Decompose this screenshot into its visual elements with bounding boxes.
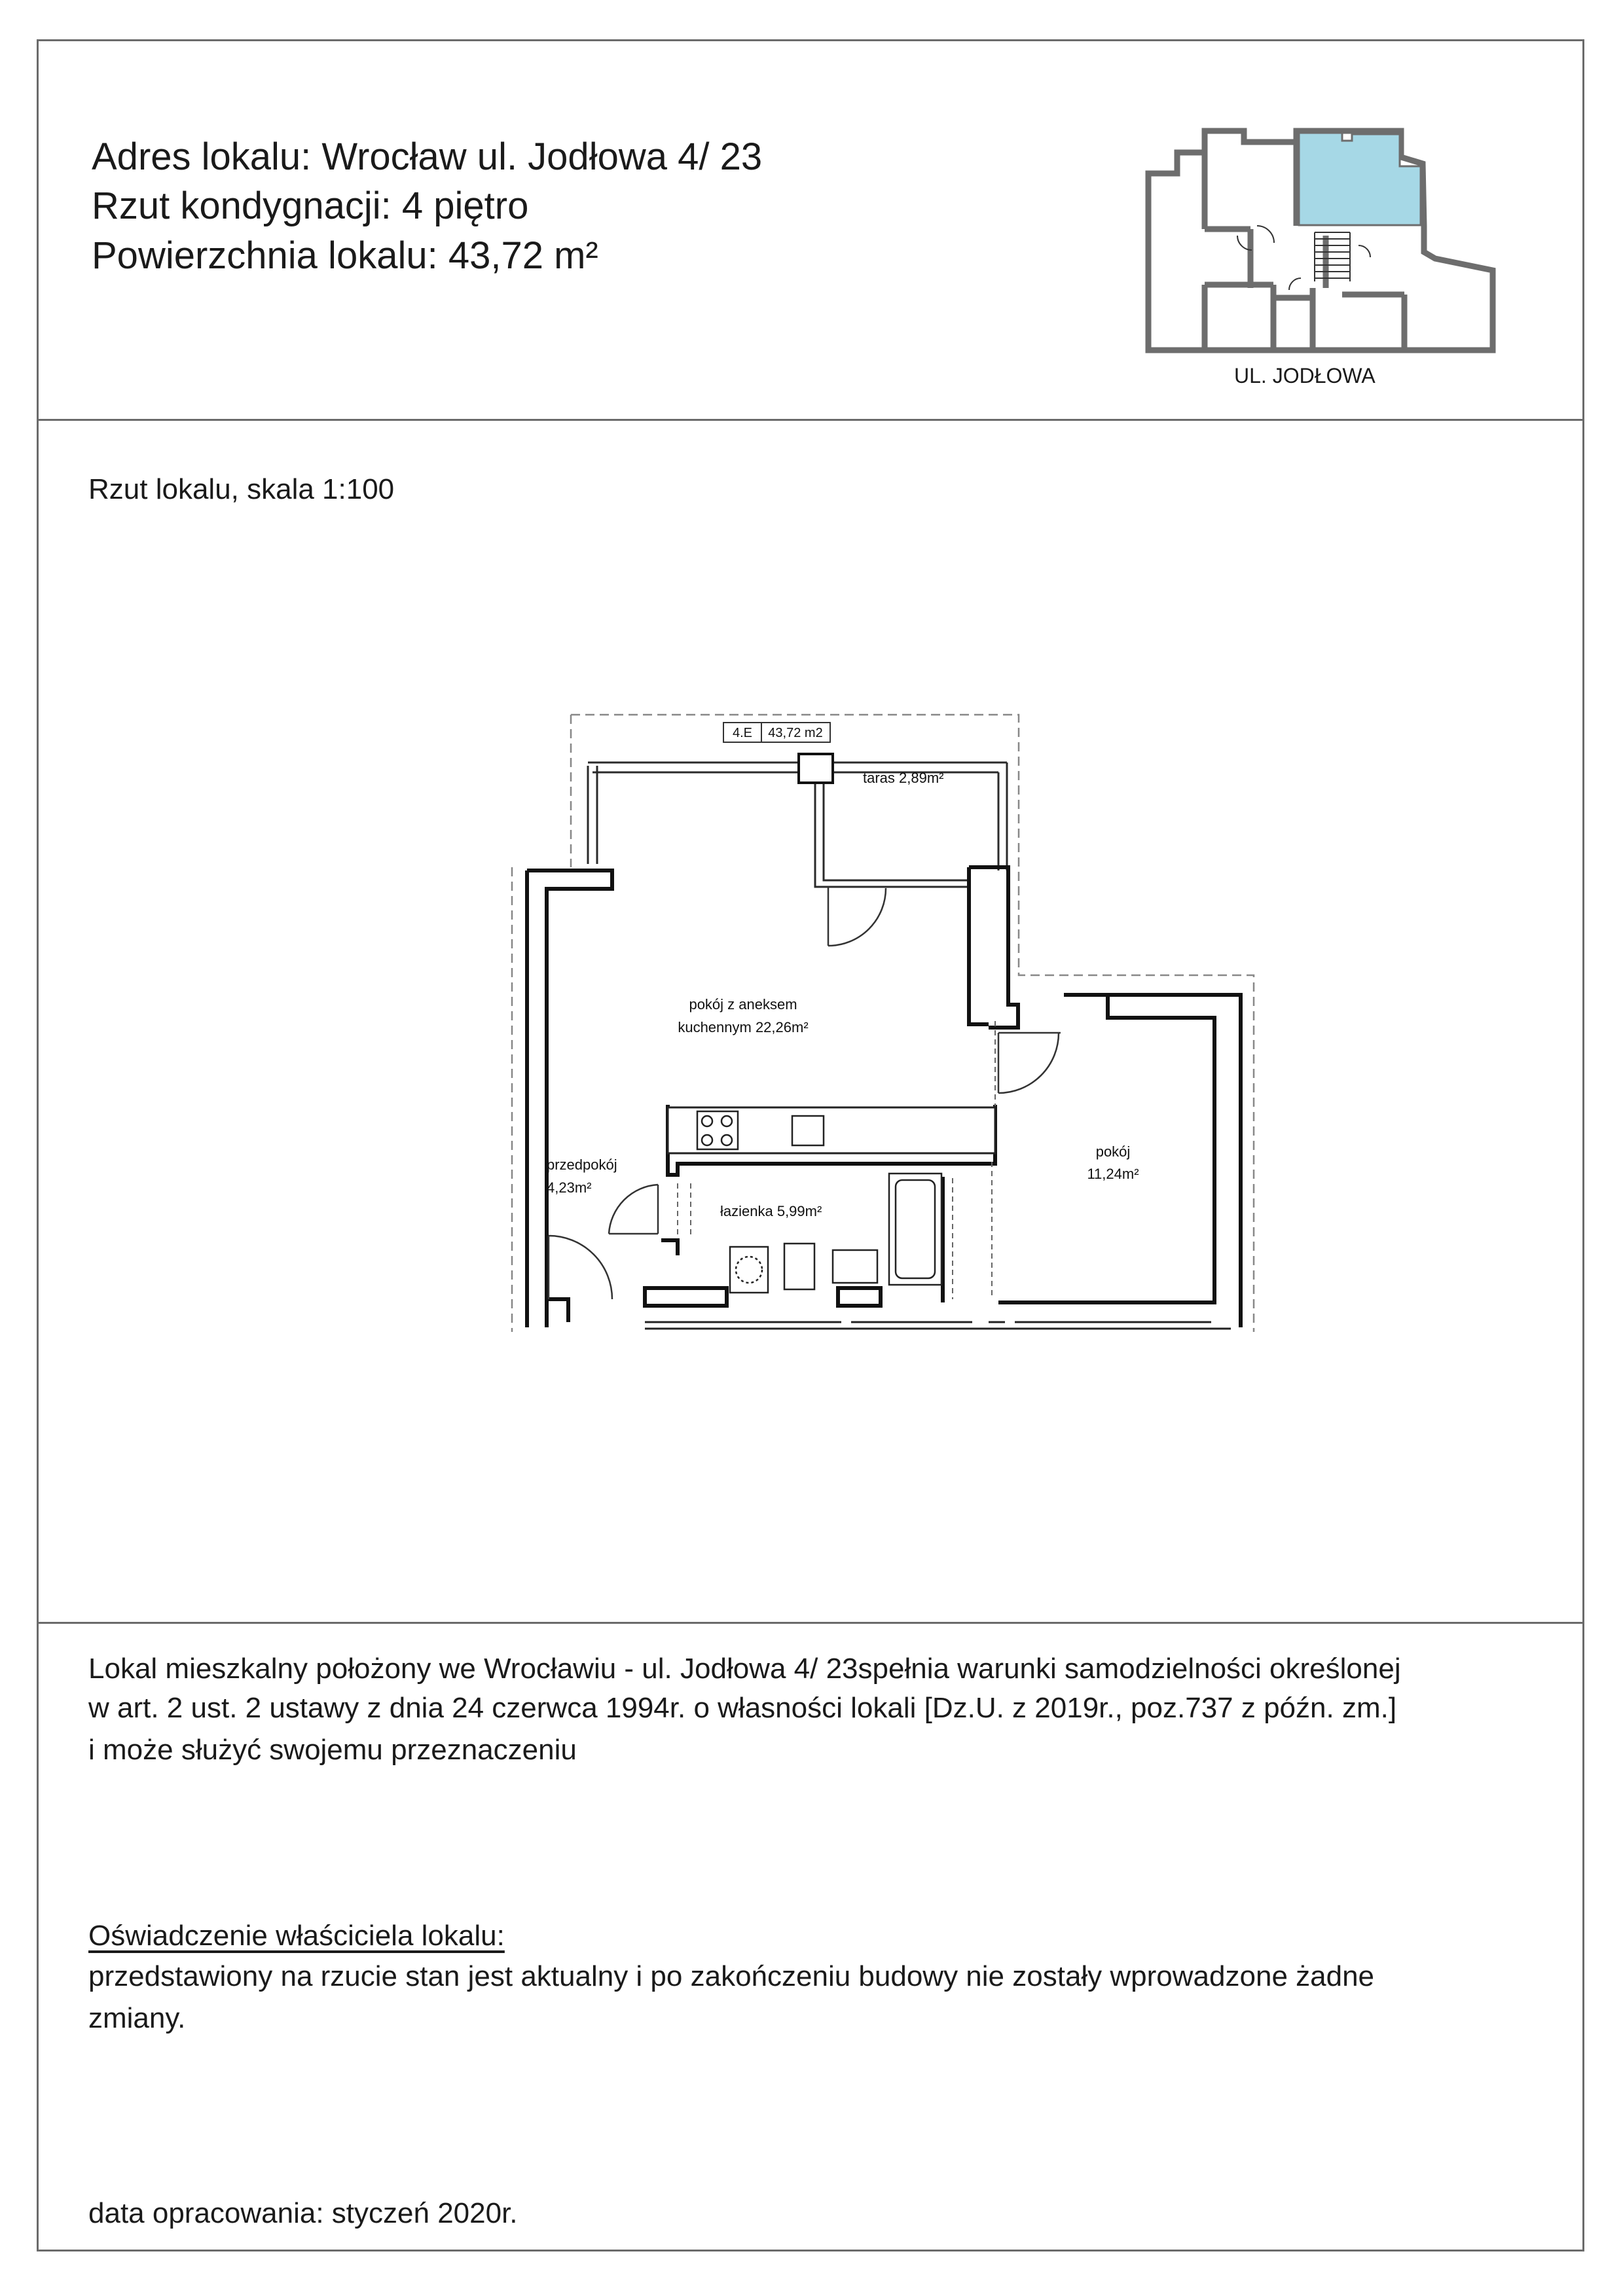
floor-line: Rzut kondygnacji: 4 piętro (92, 185, 529, 227)
date-line: data opracowania: styczeń 2020r. (88, 2197, 518, 2229)
entry-door-swing (549, 1236, 612, 1299)
terrace-column (799, 754, 833, 783)
toilet (784, 1244, 814, 1289)
washer (730, 1247, 768, 1293)
hall-label-1: przedpokój (547, 1157, 617, 1173)
unit-tag-area: 43,72 m2 (768, 726, 823, 740)
street-label: UL. JODŁOWA (1234, 364, 1376, 387)
room-label-2: 11,24m² (1087, 1166, 1139, 1182)
owner-heading: Oświadczenie właściciela lokalu: (88, 1920, 505, 1952)
hall-label-2: 4,23m² (547, 1179, 592, 1196)
statement-line-2: w art. 2 ust. 2 ustawy z dnia 24 czerwca 1994r. o własności lokali [Dz.U. z 2019r., poz.737 z późn. zm.] (88, 1692, 1397, 1724)
room-door-swing (998, 1033, 1061, 1093)
room-label-1: pokój (1095, 1143, 1131, 1160)
area-line: Powierzchnia lokalu: 43,72 m² (92, 234, 598, 277)
wall-north-east (969, 867, 1018, 1028)
statement-line-3: i może służyć swojemu przeznaczeniu (88, 1734, 577, 1766)
owner-line-2: zmiany. (88, 2002, 186, 2034)
bathtub (889, 1174, 941, 1285)
bath-door-swing (609, 1185, 658, 1234)
address-line: Adres lokalu: Wrocław ul. Jodłowa 4/ 23 (92, 135, 763, 178)
washbasin (833, 1250, 877, 1283)
wall-west (527, 870, 612, 1327)
living-label-2: kuchennym 22,26m² (678, 1019, 809, 1035)
plan-divider (37, 1622, 1584, 1624)
wall-room (998, 995, 1241, 1327)
taras-label: taras 2,89m² (863, 770, 944, 786)
kitchen-counter (668, 1107, 995, 1153)
outer-boundary (512, 715, 1254, 1332)
living-label-1: pokój z aneksem (689, 996, 797, 1013)
bath-label: łazienka 5,99m² (720, 1203, 822, 1219)
terrace-door-swing (828, 887, 886, 946)
owner-line-1: przedstawiony na rzucie stan jest aktualny i po zakończeniu budowy nie zostały wprowadzone żadne (88, 1960, 1375, 1992)
plan-caption: Rzut lokalu, skala 1:100 (88, 473, 395, 505)
unit-tag-id: 4.E (732, 726, 753, 740)
statement-line-1: Lokal mieszkalny położony we Wrocławiu - ul. Jodłowa 4/ 23spełnia warunki samodzielności określonej (88, 1653, 1401, 1685)
